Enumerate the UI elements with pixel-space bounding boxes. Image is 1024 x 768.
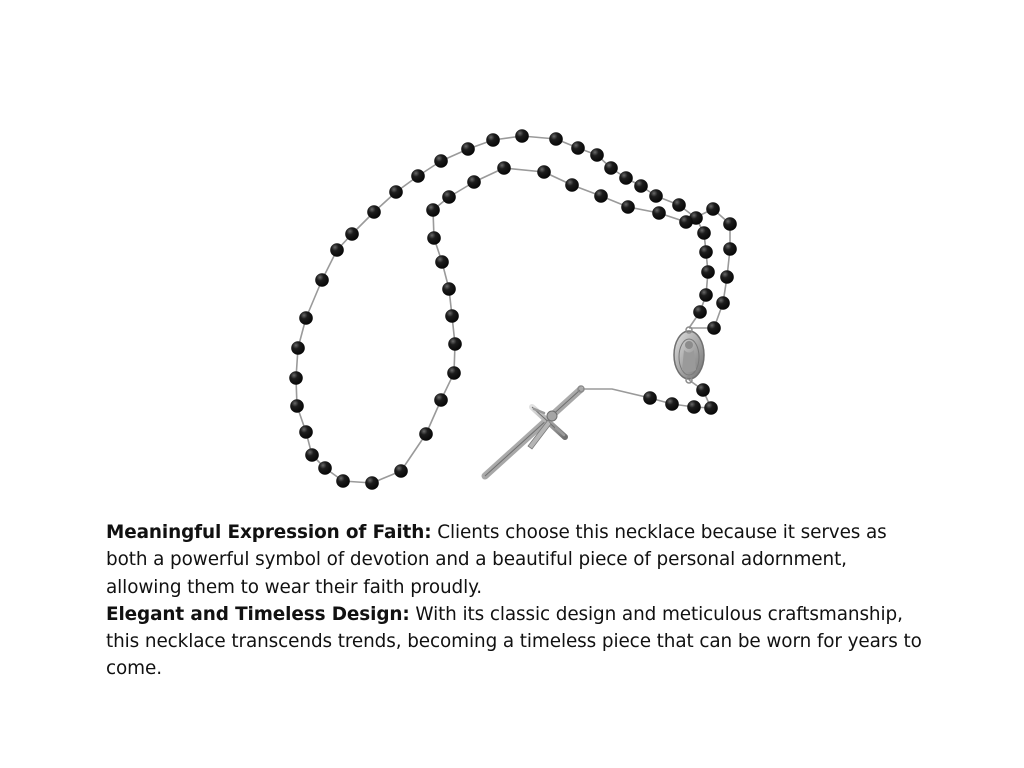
rosary-bead xyxy=(486,133,500,147)
rosary-bead xyxy=(693,305,707,319)
rosary-bead xyxy=(696,383,710,397)
rosary-bead xyxy=(565,178,579,192)
product-image xyxy=(270,120,750,495)
rosary-bead xyxy=(497,161,511,175)
rosary-bead xyxy=(315,273,329,287)
rosary-bead xyxy=(571,141,585,155)
rosary-bead xyxy=(336,474,350,488)
rosary-bead xyxy=(389,185,403,199)
rosary-bead xyxy=(447,366,461,380)
product-description xyxy=(106,519,926,683)
rosary-bead xyxy=(706,202,720,216)
rosary-bead xyxy=(435,255,449,269)
rosary-chain xyxy=(296,136,730,483)
rosary-bead xyxy=(672,198,686,212)
rosary-bead xyxy=(723,217,737,231)
rosary-bead xyxy=(594,189,608,203)
rosary-bead xyxy=(394,464,408,478)
rosary-bead xyxy=(634,179,648,193)
rosary-bead xyxy=(699,288,713,302)
rosary-bead xyxy=(290,399,304,413)
rosary-bead xyxy=(411,169,425,183)
feature-faith xyxy=(106,519,926,601)
rosary-bead xyxy=(701,265,715,279)
feature-design-heading: Elegant and Timeless Design: xyxy=(106,603,410,625)
rosary-bead xyxy=(590,148,604,162)
rosary-bead xyxy=(448,337,462,351)
feature-design-body: With its classic design and meticulous craftsmanship, this necklace transcends trends, becoming a timeless piece that can be worn for years to come. xyxy=(106,603,922,680)
rosary-bead xyxy=(427,231,441,245)
rosary-bead xyxy=(434,154,448,168)
crucifix xyxy=(485,386,584,476)
feature-faith-body: Clients choose this necklace because it serves as both a powerful symbol of devotion and a beautiful piece of personal adornment, allowing them to wear their faith proudly. xyxy=(106,522,887,598)
rosary-bead xyxy=(699,245,713,259)
rosary-bead xyxy=(330,243,344,257)
rosary-bead xyxy=(687,400,701,414)
rosary-bead xyxy=(291,341,305,355)
rosary-bead xyxy=(345,227,359,241)
rosary-bead xyxy=(467,175,481,189)
rosary-bead xyxy=(643,391,657,405)
rosary-bead xyxy=(621,200,635,214)
rosary-bead xyxy=(704,401,718,415)
rosary-bead xyxy=(442,190,456,204)
rosary-bead xyxy=(442,282,456,296)
center-medal xyxy=(674,327,704,383)
rosary-bead xyxy=(707,321,721,335)
rosary-bead xyxy=(515,129,529,143)
rosary-beads xyxy=(289,129,737,490)
rosary-bead xyxy=(419,427,433,441)
rosary-bead xyxy=(652,206,666,220)
rosary-bead xyxy=(426,203,440,217)
rosary-illustration xyxy=(270,120,750,495)
rosary-bead xyxy=(318,461,332,475)
rosary-bead xyxy=(619,171,633,185)
rosary-bead xyxy=(604,161,618,175)
feature-design xyxy=(106,601,926,683)
rosary-bead xyxy=(537,165,551,179)
rosary-bead xyxy=(305,448,319,462)
feature-faith-heading: Meaningful Expression of Faith: xyxy=(106,522,432,543)
rosary-bead xyxy=(549,132,563,146)
rosary-bead xyxy=(434,393,448,407)
rosary-bead xyxy=(665,397,679,411)
rosary-bead xyxy=(299,311,313,325)
rosary-bead xyxy=(697,226,711,240)
chain-segment xyxy=(296,136,730,483)
rosary-bead xyxy=(720,270,734,284)
rosary-bead xyxy=(365,476,379,490)
rosary-bead xyxy=(679,215,693,229)
rosary-bead xyxy=(445,309,459,323)
rosary-bead xyxy=(723,242,737,256)
rosary-bead xyxy=(461,142,475,156)
rosary-bead xyxy=(299,425,313,439)
rosary-bead xyxy=(649,189,663,203)
rosary-bead xyxy=(289,371,303,385)
rosary-bead xyxy=(716,296,730,310)
rosary-bead xyxy=(367,205,381,219)
